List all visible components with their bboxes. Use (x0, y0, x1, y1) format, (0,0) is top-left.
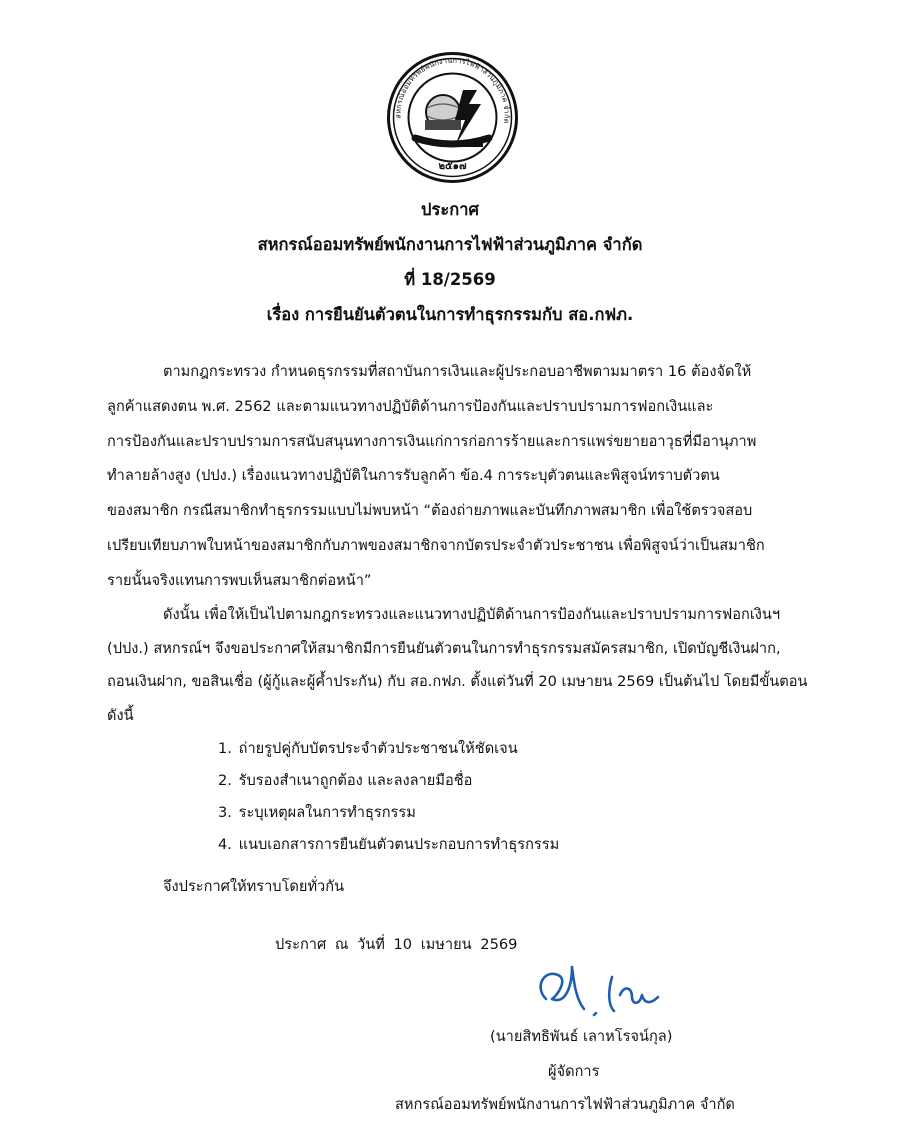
paragraph-line: ดังนี้ (107, 707, 134, 724)
list-item-text: แนบเอกสารการยืนยันตัวตนประกอบการทำธุรกรรม (238, 836, 560, 853)
list-item-number: 1. (218, 740, 232, 757)
paragraph-line: ตามกฎกระทรวง กำหนดธุรกรรมที่สถาบันการเงินและผู้ประกอบอาชีพตามมาตรา 16 ต้องจัดให้ (163, 363, 752, 380)
heading-organization: สหกรณ์ออมทรัพย์พนักงานการไฟฟ้าส่วนภูมิภาค จำกัด (257, 235, 643, 254)
paragraph-line: ลูกค้าแสดงตน พ.ศ. 2562 และตามแนวทางปฏิบัติด้านการป้องกันและปราบปรามการฟอกเงินและ (107, 398, 714, 415)
closing-statement: จึงประกาศให้ทราบโดยทั่วกัน (163, 878, 345, 895)
paragraph-line: ถอนเงินฝาก, ขอสินเชื่อ (ผู้กู้และผู้ค้ำประกัน) กับ สอ.กฟภ. ตั้งแต่วันที่ 20 เมษายน 2569 เป็นต้นไป โดยมีขั้นตอน (107, 673, 808, 690)
list-item (218, 770, 472, 792)
heading-subject: เรื่อง การยืนยันตัวตนในการทำธุรกรรมกับ สอ.กฟภ. (266, 305, 634, 324)
announcement-date: ประกาศ ณ วันที่ 10 เมษายน 2569 (275, 936, 518, 953)
paragraph-line: (ปปง.) สหกรณ์ฯ จึงขอประกาศให้สมาชิกมีการยืนยันตัวตนในการทำธุรกรรมสมัครสมาชิก, เปิดบัญชีเงินฝาก, (107, 640, 781, 657)
list-item-text: รับรองสำเนาถูกต้อง และลงลายมือชื่อ (238, 772, 473, 789)
list-item-number: 2. (218, 772, 232, 789)
paragraph-line: เปรียบเทียบภาพใบหน้าของสมาชิกกับภาพของสมาชิกจากบัตรประจำตัวประชาชน เพื่อพิสูจน์ว่าเป็นสมาชิก (107, 537, 765, 554)
signer-title: ผู้จัดการ (548, 1063, 600, 1080)
list-item-text: ระบุเหตุผลในการทำธุรกรรม (238, 804, 416, 821)
list-item-number: 4. (218, 836, 232, 853)
list-item (218, 802, 416, 824)
list-item (218, 738, 518, 760)
list-item (218, 834, 559, 856)
cooperative-seal-icon (385, 50, 520, 185)
paragraph-line: ดังนั้น เพื่อให้เป็นไปตามกฎกระทรวงและแนวทางปฏิบัติด้านการป้องกันและปราบปรามการฟอกเงินฯ (163, 606, 781, 623)
seal-ring-text: สหกรณ์ออมทรัพย์พนักงานการไฟฟ้าส่วนภูมิภาค จำกัด (393, 55, 512, 125)
paragraph-line: ทำลายล้างสูง (ปปง.) เรื่องแนวทางปฏิบัติในการรับลูกค้า ข้อ.4 การระบุตัวตนและพิสูจน์ทราบตัวตน (107, 467, 720, 484)
list-item-text: ถ่ายรูปคู่กับบัตรประจำตัวประชาชนให้ชัดเจน (238, 740, 518, 757)
list-item-number: 3. (218, 804, 232, 821)
heading-announcement: ประกาศ (421, 200, 479, 219)
paragraph-line: ของสมาชิก กรณีสมาชิกทำธุรกรรมแบบไม่พบหน้า “ต้องถ่ายภาพและบันทึกภาพสมาชิก เพื่อใช้ตรวจสอบ (107, 502, 753, 519)
signer-organization: สหกรณ์ออมทรัพย์พนักงานการไฟฟ้าส่วนภูมิภาค จำกัด (395, 1096, 735, 1113)
signer-name: (นายสิทธิพันธ์ เลาหโรจน์กุล) (490, 1028, 673, 1045)
handwritten-signature (528, 955, 678, 1025)
paragraph-line: การป้องกันและปราบปรามการสนับสนุนทางการเงินแก่การก่อการร้ายและการแพร่ขยายอาวุธที่มีอานุภาพ (107, 433, 757, 450)
heading-number: ที่ 18/2569 (404, 270, 496, 289)
seal-year-text: ๒๕๑๗ (438, 161, 467, 172)
paragraph-line: รายนั้นจริงแทนการพบเห็นสมาชิกต่อหน้า” (107, 572, 372, 589)
